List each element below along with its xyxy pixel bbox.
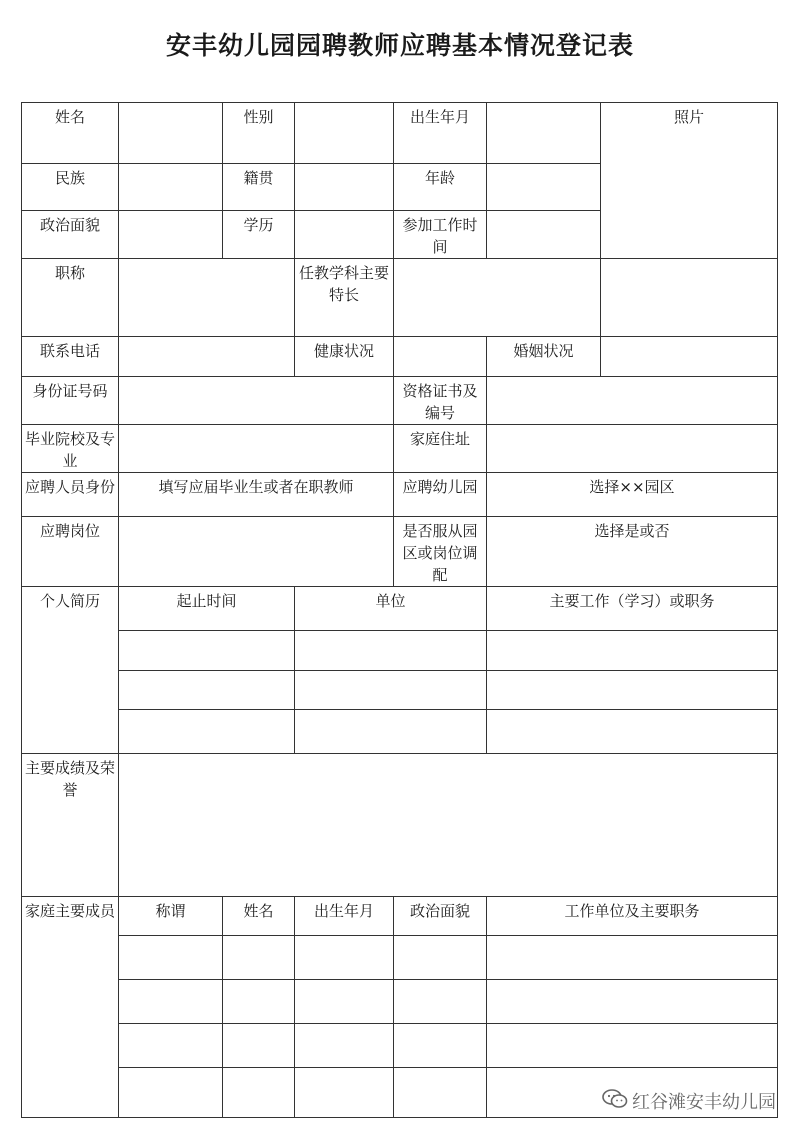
watermark	[602, 1088, 776, 1114]
field-teaching-subject-extra[interactable]	[601, 259, 778, 337]
label-marital: 婚姻状况	[487, 337, 601, 377]
family-header-birth: 出生年月	[295, 897, 394, 936]
label-position: 应聘岗位	[22, 517, 119, 587]
label-family: 家庭主要成员	[22, 897, 119, 1118]
resume-header-period: 起止时间	[119, 587, 295, 631]
field-applicant-identity[interactable]: 填写应届毕业生或者在职教师	[119, 473, 394, 517]
field-work-start[interactable]	[487, 211, 601, 259]
resume-cell[interactable]	[295, 710, 487, 754]
resume-cell[interactable]	[487, 671, 778, 710]
label-work-start: 参加工作时间	[394, 211, 487, 259]
field-gender[interactable]	[295, 103, 394, 164]
field-education[interactable]	[295, 211, 394, 259]
label-education: 学历	[223, 211, 295, 259]
label-id-number: 身份证号码	[22, 377, 119, 425]
resume-header-duty: 主要工作（学习）或职务	[487, 587, 778, 631]
label-kindergarten: 应聘幼儿园	[394, 473, 487, 517]
field-certificate[interactable]	[487, 377, 778, 425]
label-address: 家庭住址	[394, 425, 487, 473]
label-achievements: 主要成绩及荣誉	[22, 754, 119, 897]
label-school-major: 毕业院校及专业	[22, 425, 119, 473]
family-cell[interactable]	[119, 980, 223, 1024]
label-teaching-subject: 任教学科主要特长	[295, 259, 394, 337]
family-cell[interactable]	[487, 980, 778, 1024]
family-cell[interactable]	[394, 1024, 487, 1068]
family-header-work: 工作单位及主要职务	[487, 897, 778, 936]
family-cell[interactable]	[295, 1024, 394, 1068]
family-cell[interactable]	[394, 1068, 487, 1118]
label-gender: 性别	[223, 103, 295, 164]
photo-box[interactable]: 照片	[601, 103, 778, 259]
family-header-name: 姓名	[223, 897, 295, 936]
family-cell[interactable]	[394, 936, 487, 980]
resume-cell[interactable]	[295, 631, 487, 671]
field-address[interactable]	[487, 425, 778, 473]
family-header-relation: 称谓	[119, 897, 223, 936]
label-resume: 个人简历	[22, 587, 119, 754]
field-age[interactable]	[487, 164, 601, 211]
family-cell[interactable]	[295, 1068, 394, 1118]
family-header-political: 政治面貌	[394, 897, 487, 936]
field-position[interactable]	[119, 517, 394, 587]
label-name: 姓名	[22, 103, 119, 164]
resume-cell[interactable]	[119, 671, 295, 710]
label-applicant-identity: 应聘人员身份	[22, 473, 119, 517]
label-ethnicity: 民族	[22, 164, 119, 211]
family-cell[interactable]	[119, 1068, 223, 1118]
resume-cell[interactable]	[487, 631, 778, 671]
label-age: 年龄	[394, 164, 487, 211]
field-phone[interactable]	[119, 337, 295, 377]
family-cell[interactable]	[223, 980, 295, 1024]
field-native-place[interactable]	[295, 164, 394, 211]
registration-form-table	[21, 102, 778, 1118]
field-school-major[interactable]	[119, 425, 394, 473]
label-birth: 出生年月	[394, 103, 487, 164]
field-ethnicity[interactable]	[119, 164, 223, 211]
label-native-place: 籍贯	[223, 164, 295, 211]
field-accept-transfer[interactable]: 选择是或否	[487, 517, 778, 587]
family-cell[interactable]	[223, 1024, 295, 1068]
family-cell[interactable]	[295, 980, 394, 1024]
family-cell[interactable]	[223, 1068, 295, 1118]
label-job-title: 职称	[22, 259, 119, 337]
family-cell[interactable]	[223, 936, 295, 980]
family-cell[interactable]	[119, 1024, 223, 1068]
family-cell[interactable]	[487, 1024, 778, 1068]
form-title: 安丰幼儿园园聘教师应聘基本情况登记表	[165, 31, 634, 60]
label-health: 健康状况	[295, 337, 394, 377]
watermark-text: 红谷滩安丰幼儿园	[632, 1092, 776, 1113]
resume-header-unit: 单位	[295, 587, 487, 631]
resume-cell[interactable]	[487, 710, 778, 754]
field-achievements[interactable]	[119, 754, 778, 897]
family-cell[interactable]	[295, 936, 394, 980]
field-marital[interactable]	[601, 337, 778, 377]
resume-cell[interactable]	[119, 710, 295, 754]
resume-cell[interactable]	[119, 631, 295, 671]
family-cell[interactable]	[119, 936, 223, 980]
field-job-title[interactable]	[119, 259, 295, 337]
family-cell[interactable]	[394, 980, 487, 1024]
label-accept-transfer: 是否服从园区或岗位调配	[394, 517, 487, 587]
label-certificate: 资格证书及编号	[394, 377, 487, 425]
label-phone: 联系电话	[22, 337, 119, 377]
field-kindergarten[interactable]: 选择××园区	[487, 473, 778, 517]
field-health[interactable]	[394, 337, 487, 377]
field-teaching-subject[interactable]	[394, 259, 601, 337]
wechat-icon	[602, 1089, 628, 1114]
resume-cell[interactable]	[295, 671, 487, 710]
label-political-status: 政治面貌	[22, 211, 119, 259]
field-birth[interactable]	[487, 103, 601, 164]
field-id-number[interactable]	[119, 377, 394, 425]
field-political-status[interactable]	[119, 211, 223, 259]
family-cell[interactable]	[487, 936, 778, 980]
field-name[interactable]	[119, 103, 223, 164]
